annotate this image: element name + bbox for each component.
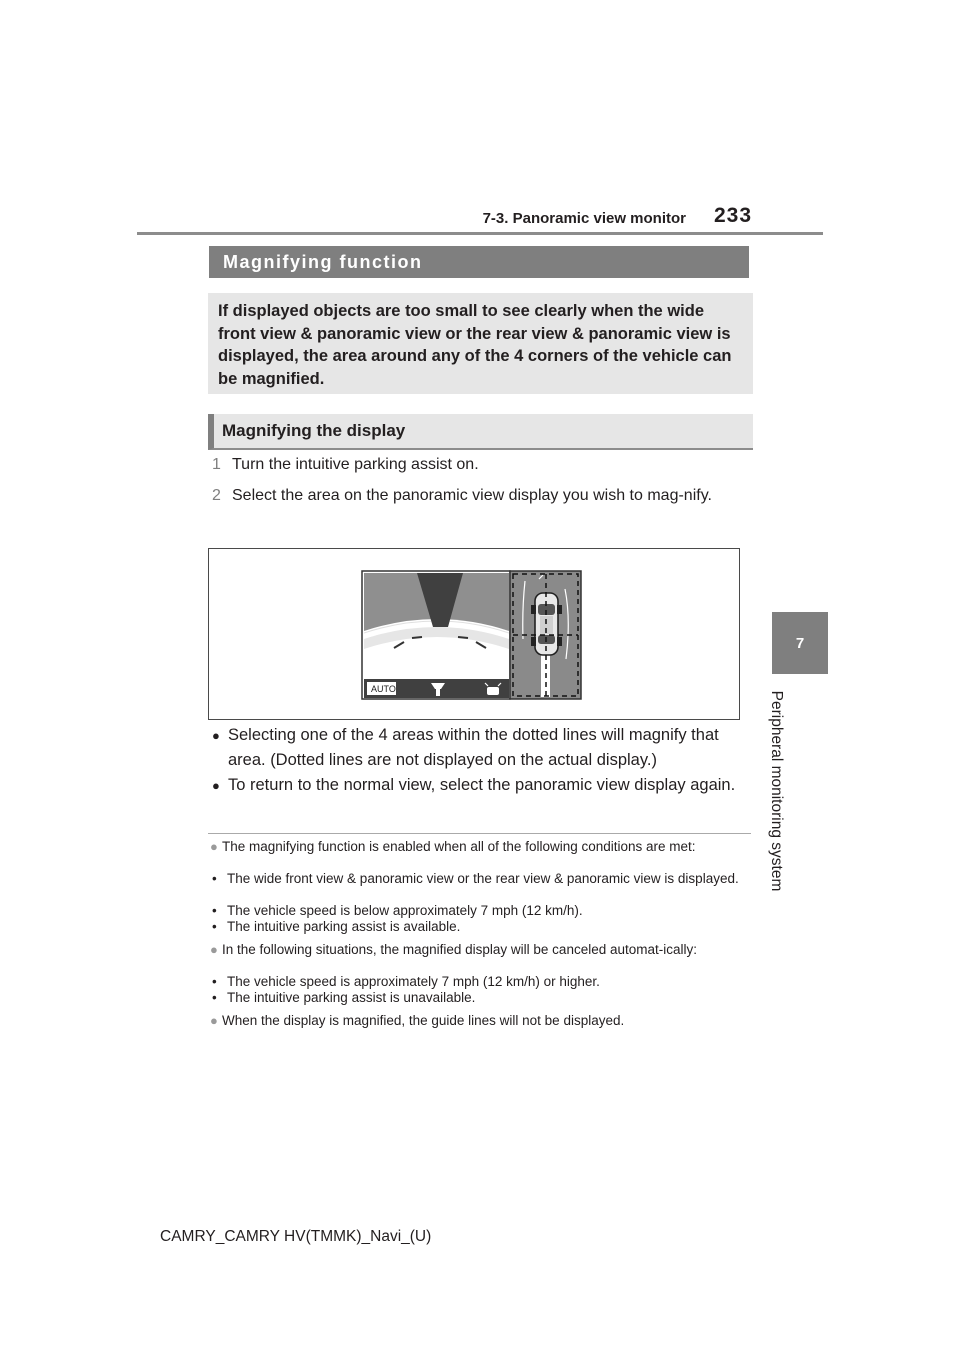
vehicle-wheel <box>557 637 562 646</box>
note-item <box>210 943 750 957</box>
bullet-text: Selecting one of the 4 areas within the dotted lines will magnify that area. (Dotted lines are not displayed on the actual display.) <box>228 726 719 769</box>
note-subitem: • The intuitive parking assist is unavailable. <box>210 991 750 1005</box>
panoramic-display-figure <box>208 548 740 720</box>
bullet-text: To return to the normal view, select the panoramic view display again. <box>228 776 736 794</box>
bullet-icon: ● <box>212 778 220 793</box>
chapter-tab: 7 <box>772 612 828 674</box>
chapter-label <box>746 684 806 898</box>
panoramic-display-illustration <box>209 549 739 719</box>
intro-box: If displayed objects are too small to see clearly when the wide front view & panoramic view or the rear view & panoramic view is displayed, the area around any of the 4 corners of the vehicle can be magnified. <box>208 293 753 394</box>
step-number: 1 <box>212 456 221 473</box>
bullet-item <box>212 773 752 798</box>
note-text: In the following situations, the magnified display will be canceled automat-ically: <box>222 942 698 957</box>
car-view-icon <box>487 687 499 695</box>
step-1 <box>212 454 752 476</box>
note-subitem-text: The wide front view & panoramic view or the rear view & panoramic view is displayed. <box>227 871 739 886</box>
page-number: 233 <box>714 204 753 227</box>
note-bullet-icon: ● <box>210 942 218 957</box>
subheading: Magnifying the display <box>208 414 753 450</box>
step-text: Select the area on the panoramic view display you wish to mag-nify. <box>232 487 712 504</box>
step-text: Turn the intuitive parking assist on. <box>232 456 479 473</box>
vehicle-wheel <box>531 605 536 614</box>
note-item <box>210 840 750 854</box>
step-2 <box>212 485 752 507</box>
section-title-bar: Magnifying function <box>209 246 749 278</box>
note-subitem: • The intuitive parking assist is available. <box>210 920 750 934</box>
note-bullet-icon: ● <box>210 1013 218 1028</box>
note-subitem-text: The vehicle speed is approximately 7 mph (12 km/h) or higher. <box>227 974 600 989</box>
note-subitem: • The vehicle speed is below approximately 7 mph (12 km/h). <box>210 904 750 918</box>
chapter-title: Peripheral monitoring system <box>768 690 785 892</box>
note-bullet-icon: ● <box>210 839 218 854</box>
note-subitem-text: The intuitive parking assist is unavailable. <box>227 990 476 1005</box>
footer-model-code: CAMRY_CAMRY HV(TMMK)_Navi_(U) <box>160 1228 432 1245</box>
bullet-icon: ● <box>212 728 220 743</box>
note-subitem-text: The intuitive parking assist is available. <box>227 919 461 934</box>
header-rule <box>137 232 823 235</box>
vehicle-wheel <box>557 605 562 614</box>
notes-divider <box>208 833 751 834</box>
note-subitem: • The vehicle speed is approximately 7 mph (12 km/h) or higher. <box>210 975 750 989</box>
note-item <box>210 1014 750 1028</box>
note-subitem-text: The vehicle speed is below approximately 7 mph (12 km/h). <box>227 903 583 918</box>
bullet-item <box>212 723 752 773</box>
note-text: The magnifying function is enabled when all of the following conditions are met: <box>222 839 696 854</box>
section-title: 7-3. Panoramic view monitor <box>482 210 686 227</box>
front-view-icon-stem <box>436 689 440 696</box>
guide-line <box>458 637 468 638</box>
ground-near <box>364 637 509 679</box>
guide-line <box>412 637 422 638</box>
vehicle-wheel <box>531 637 536 646</box>
note-subitem: • The wide front view & panoramic view or the rear view & panoramic view is displayed. <box>210 872 750 886</box>
auto-label: AUTO <box>371 684 396 694</box>
note-text: When the display is magnified, the guide lines will not be displayed. <box>222 1013 625 1028</box>
step-number: 2 <box>212 487 221 504</box>
